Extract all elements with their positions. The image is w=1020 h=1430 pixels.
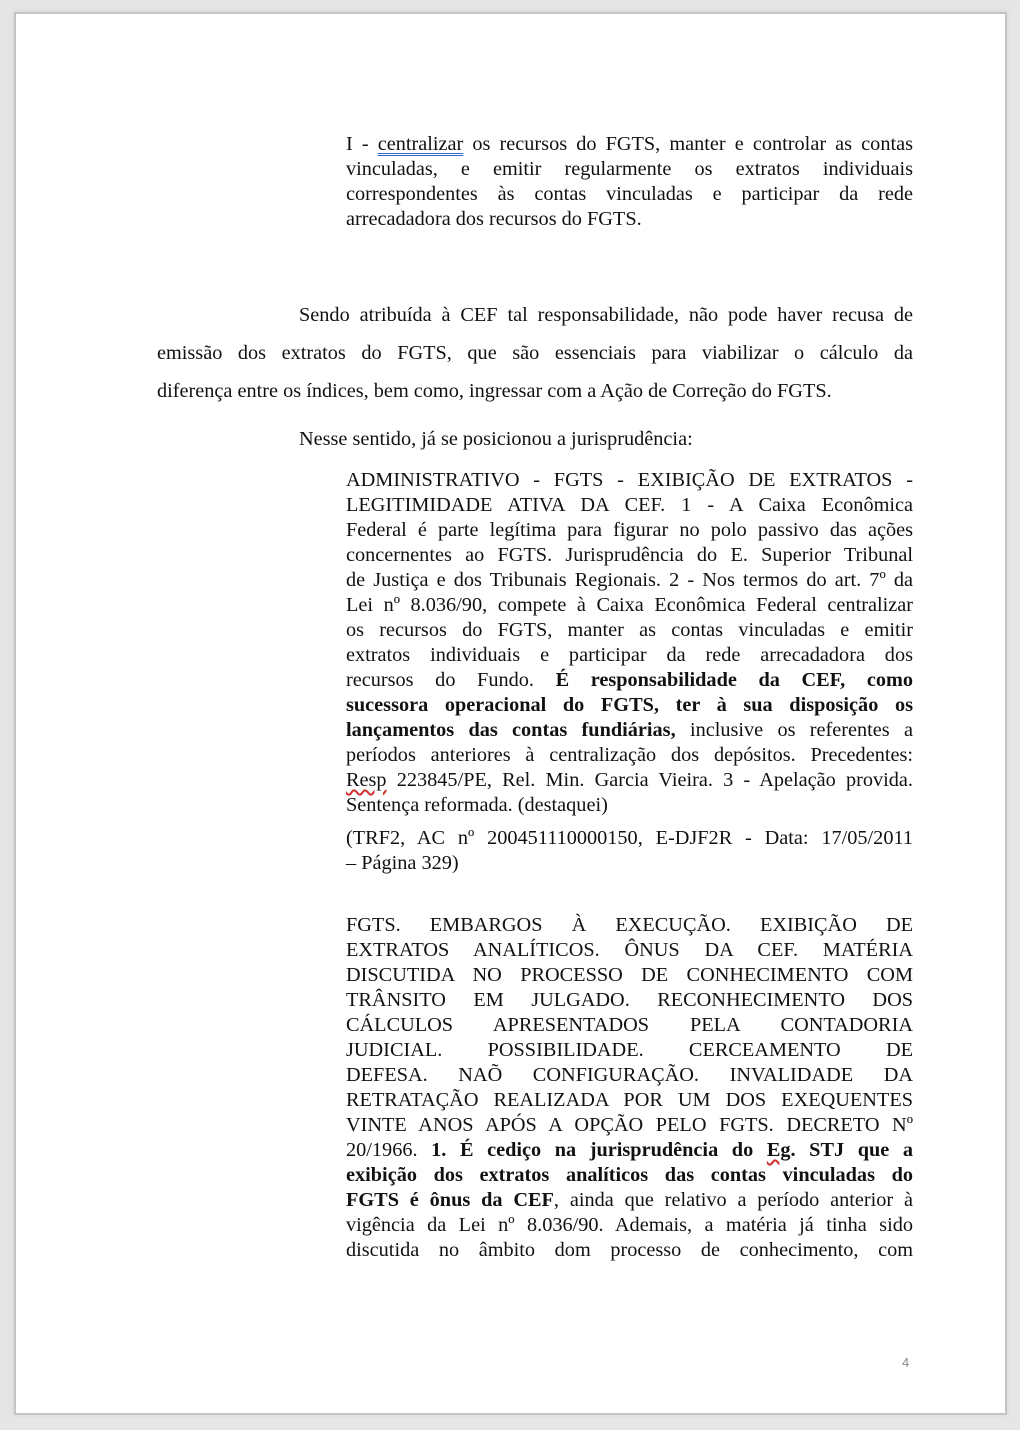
text-line: Sendo atribuída à CEF tal responsabilidade, não pode haver recusa de — [299, 304, 913, 326]
text-line: discutida no âmbito dom processo de conhecimento, com — [346, 1239, 913, 1261]
text-line: LEGITIMIDADE ATIVA DA CEF. 1 - A Caixa Econômica — [346, 494, 913, 516]
text-line: períodos anteriores à centralização dos depósitos. Precedentes: — [346, 744, 913, 766]
citation-reference: – Página 329) — [346, 852, 459, 874]
body-paragraph — [157, 296, 913, 410]
text-line: concernentes ao FGTS. Jurisprudência do E. Superior Tribunal — [346, 544, 913, 566]
text-line: VINTE ANOS APÓS A OPÇÃO PELO FGTS. DECRETO Nº — [346, 1114, 913, 1136]
grammar-flagged-word[interactable]: centralizar — [377, 133, 464, 155]
citation-reference: (TRF2, AC nº 200451110000150, E-DJF2R - Data: 17/05/2011 — [346, 827, 913, 849]
jurisprudence-citation-1 — [346, 468, 913, 876]
text-line: 20/1966. 1. É cediço na jurisprudência do Eg. STJ que a — [346, 1139, 914, 1161]
text-line: I - centralizar os recursos do FGTS, manter e controlar as contas — [346, 133, 913, 155]
text-line — [346, 693, 913, 718]
text-line: vigência da Lei nº 8.036/90. Ademais, a matéria já tinha sido — [346, 1214, 913, 1236]
text-line: JUDICIAL. POSSIBILIDADE. CERCEAMENTO DE — [346, 1039, 913, 1061]
text-line: EXTRATOS ANALÍTICOS. ÔNUS DA CEF. MATÉRIA — [346, 939, 913, 961]
bold-emphasis: É responsabilidade da CEF, como — [555, 669, 914, 691]
text-line: Resp 223845/PE, Rel. Min. Garcia Vieira. 3 - Apelação provida. — [346, 769, 913, 791]
text-line: Federal é parte legítima para figurar no polo passivo das ações — [346, 519, 913, 541]
quote-legal-article — [346, 132, 913, 232]
text-line: os recursos do FGTS, manter as contas vinculadas e emitir — [346, 619, 913, 641]
text-line: correspondentes às contas vinculadas e participar da rede — [346, 183, 913, 205]
text-line: vinculadas, e emitir regularmente os extratos individuais — [346, 158, 913, 180]
text-line: recursos do Fundo. É responsabilidade da CEF, como — [346, 669, 914, 691]
text-line: lançamentos das contas fundiárias, inclusive os referentes a — [346, 719, 913, 741]
text-line: RETRATAÇÃO REALIZADA POR UM DOS EXEQUENTES — [346, 1089, 913, 1111]
text-line: DISCUTIDA NO PROCESSO DE CONHECIMENTO COM — [346, 964, 913, 986]
text-line: de Justiça e dos Tribunais Regionais. 2 - Nos termos do art. 7º da — [346, 569, 913, 591]
text-line: FGTS. EMBARGOS À EXECUÇÃO. EXIBIÇÃO DE — [346, 914, 913, 936]
text-line: DEFESA. NAÕ CONFIGURAÇÃO. INVALIDADE DA — [346, 1064, 913, 1086]
document-page — [14, 12, 1007, 1415]
text-line: ADMINISTRATIVO - FGTS - EXIBIÇÃO DE EXTRATOS - — [346, 469, 913, 491]
text-line: TRÂNSITO EM JULGADO. RECONHECIMENTO DOS — [346, 989, 913, 1011]
text-line: Lei nº 8.036/90, compete à Caixa Econômica Federal centralizar — [346, 594, 913, 616]
spelling-flagged-word[interactable]: Resp — [346, 769, 387, 791]
text-line: extratos individuais e participar da rede arrecadadora dos — [346, 644, 913, 666]
bold-emphasis: 1. É cediço na jurisprudência do Eg. STJ que a — [431, 1139, 914, 1161]
text-line: Sentença reformada. (destaquei) — [346, 794, 608, 816]
bold-emphasis: FGTS é ônus da CEF — [346, 1189, 554, 1211]
bold-emphasis: sucessora operacional do FGTS, ter à sua disposição os — [346, 694, 913, 716]
text-line: emissão dos extratos do FGTS, que são essenciais para viabilizar o cálculo da — [157, 342, 913, 364]
bold-emphasis: exibição dos extratos analíticos das contas vinculadas do — [346, 1164, 913, 1186]
text-line — [346, 1163, 913, 1188]
body-paragraph-intro — [157, 420, 913, 458]
text-line: Nesse sentido, já se posicionou a jurisprudência: — [299, 428, 693, 450]
spelling-flagged-word[interactable]: Eg — [766, 1139, 791, 1161]
text-line: CÁLCULOS APRESENTADOS PELA CONTADORIA — [346, 1014, 913, 1036]
page-number: 4 — [902, 1355, 910, 1370]
text-line: FGTS é ônus da CEF, ainda que relativo a período anterior à — [346, 1189, 913, 1211]
bold-emphasis: lançamentos das contas fundiárias, — [346, 719, 676, 741]
text-line: diferença entre os índices, bem como, ingressar com a Ação de Correção do FGTS. — [157, 380, 832, 402]
text-line: arrecadadora dos recursos do FGTS. — [346, 208, 642, 230]
jurisprudence-citation-2 — [346, 913, 913, 1263]
